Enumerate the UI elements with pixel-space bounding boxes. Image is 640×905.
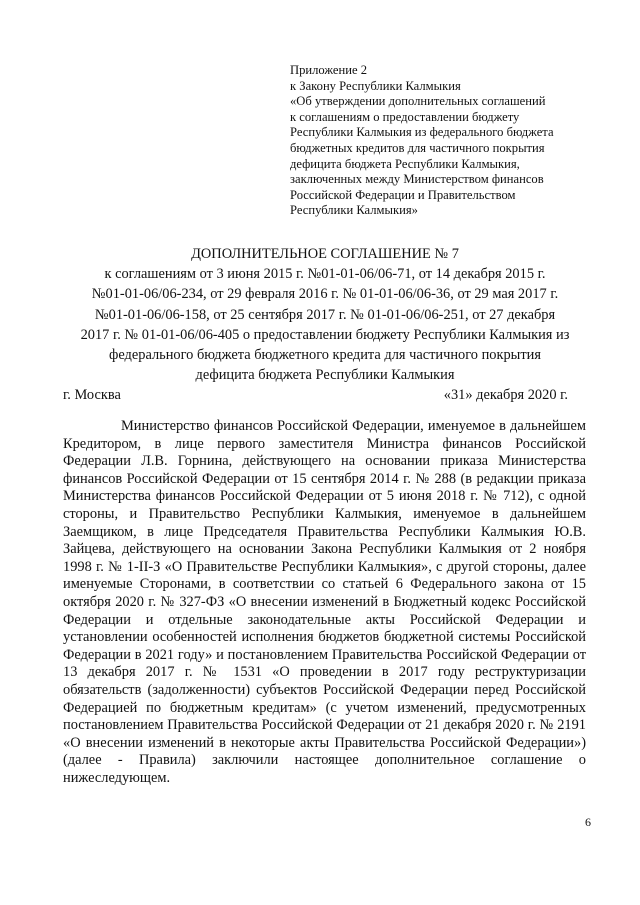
date: «31» декабря 2020 г. <box>443 387 568 403</box>
appendix-line: к соглашениям о предоставлении бюджету <box>290 109 520 124</box>
agreement-title <box>40 244 610 385</box>
body-paragraph: Министерство финансов Российской Федерации, именуемое в дальнейшем Кредитором, в лице первого заместителя Министра финансов Российской Федерации Л.В. Горнина, действующего на основании приказа Министерства финансов Российской Федерации от 15 сентября 2014 г. № 288 (в редакции приказа Министерства финансов Российской Федерации от 5 июня 2018 г. № 712), с одной стороны, и Правительство Республики Калмыкия, именуемое в дальнейшем Заемщиком, в лице Председателя Правительства Республики Калмыкия Ю.В. Зайцева, действующего на основании Закона Республики Калмыкия от 2 ноября 1998 г. № 1-II-З «О Правительстве Республики Калмыкия», с другой стороны, далее именуемые Сторонами, в соответствии со статьей 6 Федерального закона от 15 октября 2020 г. № 327-ФЗ «О внесении изменений в Бюджетный кодекс Российской Федерации и отдельные законодательные акты Российской Федерации и установлении особенностей исполнения бюджетов бюджетной системы Российской Федерации в 2021 году» и постановлением Правительства Российской Федерации от 13 декабря 2017 г. № 1531 «О проведении в 2017 году реструктуризации обязательств (задолженности) субъектов Российской Федерации перед Российской Федерацией по бюджетным кредитам» (с учетом изменений, предусмотренных постановлением Правительства Российской Федерации от 21 декабря 2020 г. № 2191 «О внесении изменений в некоторые акты Правительства Российской Федерации») (далее - Правила) заключили настоящее дополнительное соглашение о нижеследующем. <box>63 418 586 786</box>
title-line: дефицита бюджета Республики Калмыкия <box>195 367 455 384</box>
appendix-line: к Закону Республики Калмыкия <box>290 78 461 93</box>
title-line: к соглашениям от 3 июня 2015 г. №01-01-06/06-71, от 14 декабря 2015 г. <box>104 266 546 283</box>
agreement-heading: ДОПОЛНИТЕЛЬНОЕ СОГЛАШЕНИЕ № 7 <box>191 246 459 262</box>
place: г. Москва <box>63 387 121 403</box>
page-number: 6 <box>585 815 591 829</box>
title-line: №01-01-06/06-158, от 25 сентября 2017 г. № 01-01-06/06-251, от 27 декабря <box>94 306 556 323</box>
appendix-line: дефицита бюджета Республики Калмыкия, <box>290 156 520 171</box>
appendix-header <box>290 63 610 219</box>
title-line: 2017 г. № 01-01-06/06-405 о предоставлении бюджету Республики Калмыкия из <box>80 326 570 343</box>
appendix-line: «Об утверждении дополнительных соглашений <box>290 94 546 109</box>
appendix-line: Республики Калмыкия» <box>290 203 418 218</box>
title-line: федерального бюджета бюджетного кредита для частичного покрытия <box>109 347 541 364</box>
appendix-line: Российской Федерации и Правительством <box>290 187 516 202</box>
place-date-row <box>63 387 568 404</box>
appendix-line: бюджетных кредитов для частичного покрытия <box>290 140 545 155</box>
title-line: №01-01-06/06-234, от 29 февраля 2016 г. № 01-01-06/06-36, от 29 мая 2017 г. <box>91 286 559 303</box>
appendix-line: заключенных между Министерством финансов <box>290 172 544 187</box>
appendix-line: Республики Калмыкия из федерального бюджета <box>290 125 554 140</box>
appendix-line: Приложение 2 <box>290 63 368 77</box>
